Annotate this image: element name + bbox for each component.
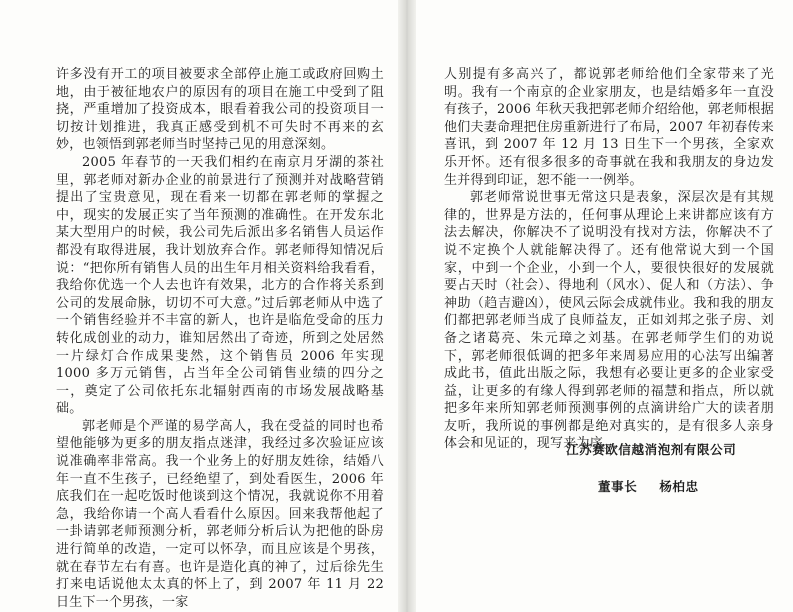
right-page-text xyxy=(444,66,774,453)
signature-name: 杨柏忠 xyxy=(659,479,699,494)
paragraph: 2005 年春节的一天我们相约在南京月牙湖的茶社里，郭老师对新办企业的前景进行了预测并对战略营销提出了宝贵意见，现在看来一切都在郭老师的掌握之中，现实的发展正实了当年预测的准确性。在开发东北某大型用户的时候，我公司先后派出多名销售人员运作都没有取得进展，我计划放弃合作。郭老师得知情况后说：“把你所有销售人员的出生年月相关资料给我看看，我给你优选一个人去也许有效果，北方的合作将关系到公司的发展命脉，切切不可大意。”过后郭老师从中选了一个销售经验并不丰富的新人，也许是临危受命的压力转化成创业的动力，谁知居然出了奇迹，所到之处居然一片绿灯合作成果斐然，这个销售员 2006 年实现 1000 多万元销售，占当年全公司销售业绩的四分之一，奠定了公司依托东北辐射西南的市场发展战略基础。 xyxy=(56,154,384,417)
signature-line xyxy=(598,477,699,495)
paragraph: 人别提有多高兴了，都说郭老师给他们全家带来了光明。我有一个南京的企业家朋友，也是结婚多年一直没有孩子，2006 年秋天我把郭老师介绍给他，郭老师根据他们夫妻命理把住房重新进行了布局，2007 年初春传来喜讯，到 2007 年 12 月 13 日生下一个男孩，全家欢乐开怀。还有很多很多的奇事就在我和我朋友的身边发生并得到印证，恕不能一一例举。 xyxy=(444,67,774,188)
paragraph: 郭老师是个严谨的易学高人，我在受益的同时也希望他能够为更多的朋友指点迷津，我经过多次验证应该说准确率非常高。我一个业务上的好朋友姓徐，结婚八年一直不生孩子，已经绝望了，到处看医生，2006 年底我们在一起吃饭时他谈到这个情况，我就说你不用着急，我给你请一个高人看看什么原因。回来我帮他起了一卦请郭老师预测分析，郭老师分析后认为把他的卧房进行简单的改造，一定可以怀孕，而且应该是个男孩，就在春节左右有喜。也许是造化真的神了，过后徐先生打来电话说他太太真的怀上了，到 2007 年 11 月 22 日生下一个男孩，一家 xyxy=(56,418,384,610)
paragraph: 许多没有开工的项目被要求全部停止施工或政府回购土地，由于被征地农户的原因有的项目在施工中受到了阻挠，严重增加了投资成本，眼看着我公司的投资项目一切按计划推进，我真正感受到机不可失时不再来的玄妙，也领悟到郭老师当时坚持己见的用意深刻。 xyxy=(56,67,384,153)
right-page xyxy=(416,0,793,612)
book-gutter xyxy=(398,0,416,612)
paragraph: 郭老师常说世事无常这只是表象，深层次是有其规律的，世界是方法的，任何事从理论上来讲都应该有方法去解决，你解决不了说明没有找对方法，你解决不了说不定换个人就能解决得了。还有他常说大到一个国家，中到一个企业，小到一个人，要很快很好的发展就要占天时（社会）、得地利（风水）、促人和（方法）、争神助（趋吉避凶），使风云际会成就伟业。我和我的朋友们都把郭老师当成了良师益友，正如刘邦之张子房、刘备之诸葛亮、朱元璋之刘基。在郭老师学生们的劝说下，郭老师很低调的把多年来周易应用的心法写出编著成此书，值此出版之际，我想有必要让更多的企业家受益，让更多的有缘人得到郭老师的福慧和指点，所以就把多年来所知郭老师预测事例的点滴讲给广大的读者朋友听，我所说的事例都是绝对真实的，是有很多人亲身体会和见证的，现写来为序。 xyxy=(444,190,774,452)
signature-company: 江苏赛欧信越消泡剂有限公司 xyxy=(566,442,737,457)
signature-title: 董事长 xyxy=(598,479,638,494)
left-page-text xyxy=(56,66,384,611)
